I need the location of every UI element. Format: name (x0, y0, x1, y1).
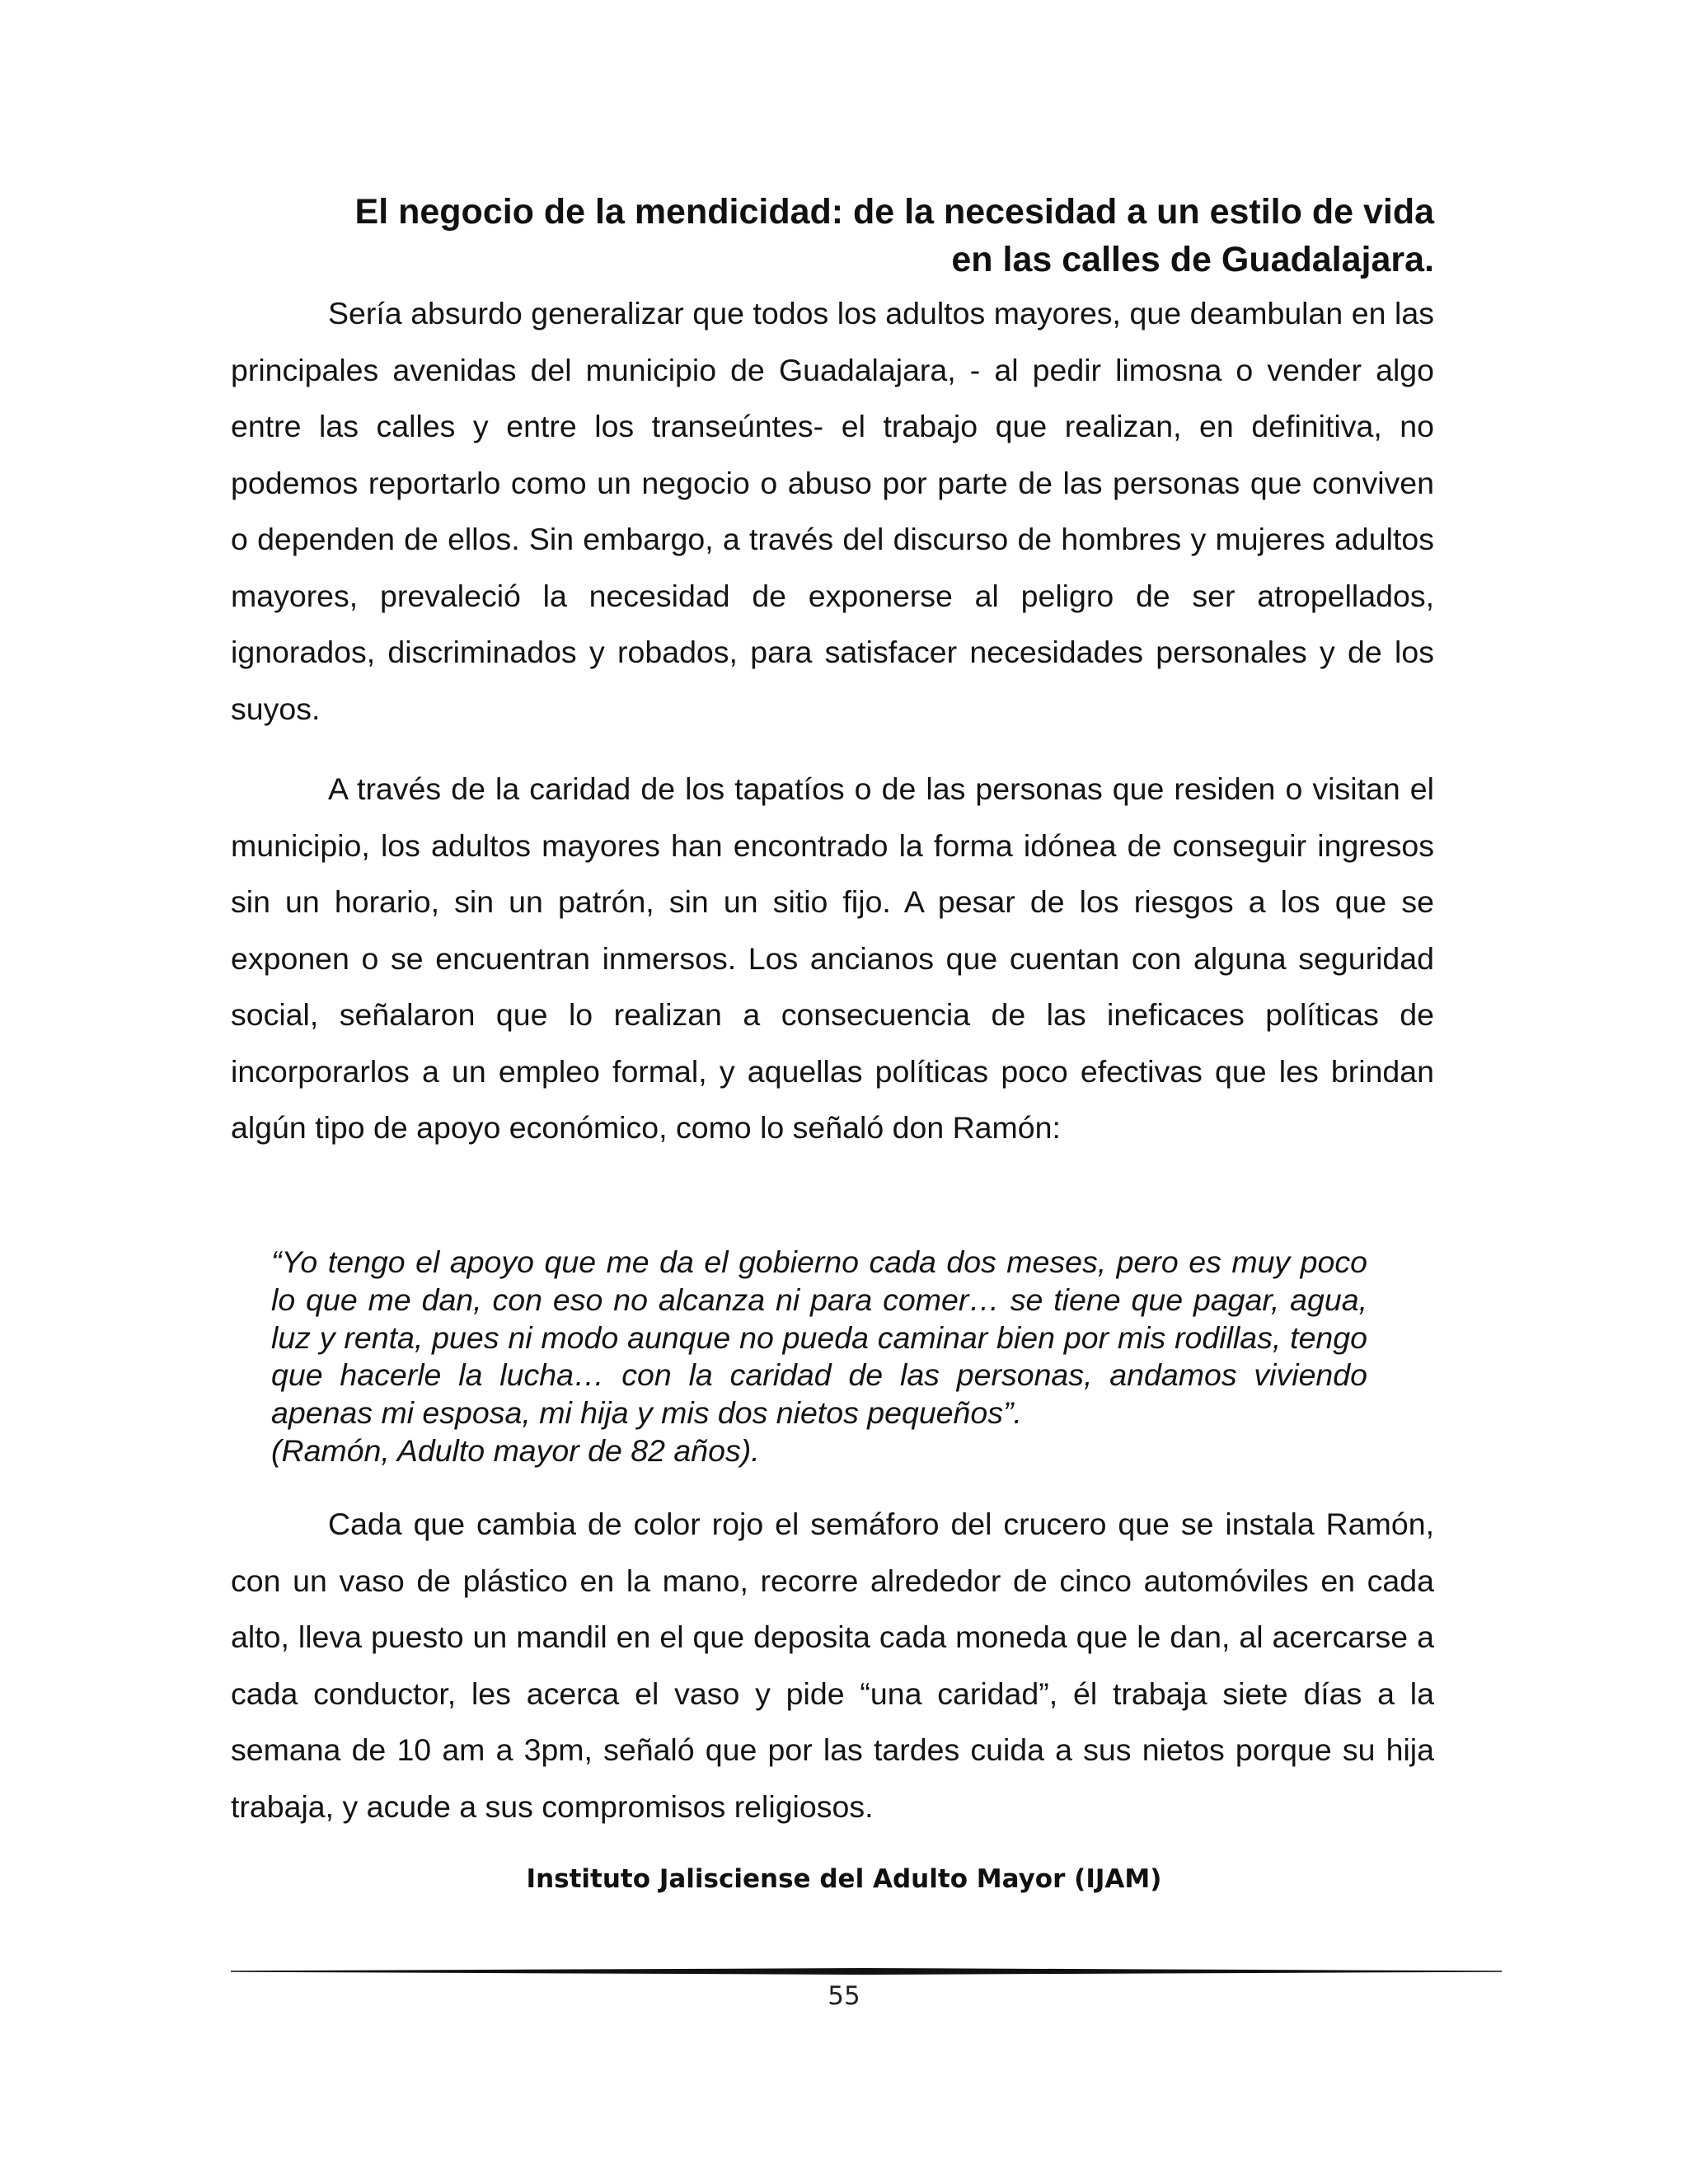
quote-source: (Ramón, Adulto mayor de 82 años). (271, 1432, 760, 1468)
body-paragraph-3: Cada que cambia de color rojo el semáforo del crucero que se instala Ramón, con un vaso de plástico en la mano, recorre alrededor de cinco automóviles en cada alto, lleva puesto un mandil en el que deposita cada moneda que le dan, al acercarse a cada conductor, les acerca el vaso y pide “una caridad”, él trabaja siete días a la semana de 10 am a 3pm, señaló que por las tardes cuida a sus nietos porque su hija trabaja, y acude a sus compromisos religiosos. (231, 1507, 1434, 1824)
page-number: 55 (828, 1981, 860, 2011)
quote-text: “Yo tengo el apoyo que me da el gobierno cada dos meses, pero es muy poco lo que me dan, con eso no alcanza ni para comer… se tiene que pagar, agua, luz y renta, pues ni modo aunque no pueda caminar bien por mis rodillas, tengo que hacerle la lucha… con la caridad de las personas, andamos viviendo apenas mi esposa, mi hija y mis dos nietos pequeños”. (271, 1244, 1367, 1431)
footer-organization: Instituto Jalisciense del Adulto Mayor (IJAM) (526, 1864, 1162, 1894)
section-title (231, 188, 1434, 284)
footer-divider (231, 1965, 1502, 1978)
body-paragraph-1: Sería absurdo generalizar que todos los adultos mayores, que deambulan en las principales avenidas del municipio de Guadalajara, - al pedir limosna o vender algo entre las calles y entre los transeúntes- el trabajo que realizan, en definitiva, no podemos reportarlo como un negocio o abuso por parte de las personas que conviven o dependen de ellos. Sin embargo, a través del discurso de hombres y mujeres adultos mayores, prevaleció la necesidad de exponerse al peligro de ser atropellados, ignorados, discriminados y robados, para satisfacer necesidades personales y de los suyos. (231, 296, 1434, 726)
body-paragraph-2: A través de la caridad de los tapatíos o de las personas que residen o visitan el municipio, los adultos mayores han encontrado la forma idónea de conseguir ingresos sin un horario, sin un patrón, sin un sitio fijo. A pesar de los riesgos a los que se exponen o se encuentran inmersos. Los ancianos que cuentan con alguna seguridad social, señalaron que lo realizan a consecuencia de las ineficaces políticas de incorporarlos a un empleo formal, y aquellas políticas poco efectivas que les brindan algún tipo de apoyo económico, como lo señaló don Ramón: (231, 771, 1434, 1145)
section-title-line-2: en las calles de Guadalajara. (951, 240, 1434, 279)
interview-quote (271, 1244, 1367, 1470)
section-title-line-1: El negocio de la mendicidad: de la necesidad a un estilo de vida (354, 192, 1434, 232)
